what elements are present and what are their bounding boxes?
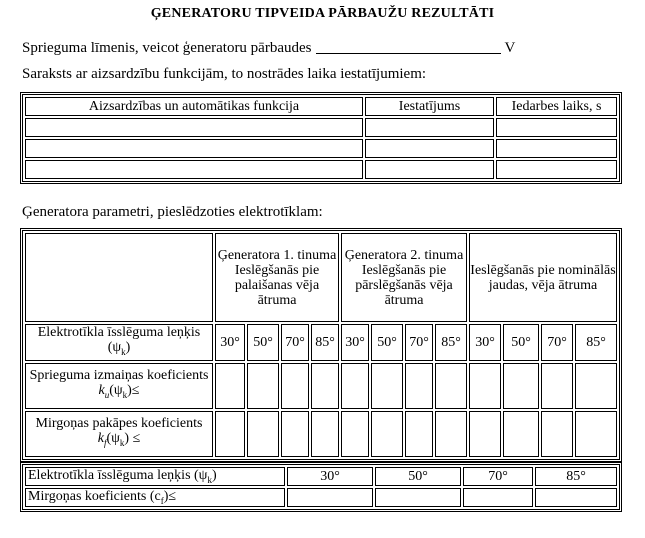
value-cell[interactable] [435,363,467,409]
protection-cell[interactable] [496,160,617,179]
flicker-coefficient-table [20,462,622,512]
protection-cell[interactable] [496,139,617,158]
angle-cell: 70° [281,324,309,361]
flicker-step-row [25,411,617,457]
angle-cell: 85° [575,324,617,361]
protection-header-setting: Iestatījums [365,97,494,116]
value-cell[interactable] [405,411,433,457]
value-cell[interactable] [215,411,245,457]
value-cell[interactable] [503,411,539,457]
value-cell[interactable] [215,363,245,409]
voltage-line [22,40,515,57]
angle-cell: 50° [375,467,461,486]
protection-cell[interactable] [25,118,363,137]
protection-cell[interactable] [365,118,494,137]
table-row [25,139,617,158]
voltage-change-row [25,363,617,409]
value-cell[interactable] [247,411,279,457]
value-cell[interactable] [541,411,573,457]
generator-table [20,228,622,462]
angle-cell: 70° [541,324,573,361]
value-cell[interactable] [371,411,403,457]
protection-cell[interactable] [365,160,494,179]
value-cell[interactable] [311,363,339,409]
angle-cell: 85° [311,324,339,361]
value-cell[interactable] [469,411,501,457]
value-cell[interactable] [341,411,369,457]
bottom-angle-label: Elektrotīkla īsslēguma leņķis $(\psi_k)$ [25,467,285,486]
protection-header-time: Iedarbes laiks, s [496,97,617,116]
angle-cell: 85° [535,467,617,486]
table-row [25,118,617,137]
angle-cell: 50° [371,324,403,361]
value-cell[interactable] [503,363,539,409]
table-row [25,160,617,179]
angle-cell: 30° [215,324,245,361]
value-cell[interactable] [247,363,279,409]
protection-cell[interactable] [25,139,363,158]
angle-cell: 30° [287,467,373,486]
value-cell[interactable] [575,363,617,409]
group-winding-2: Ģeneratora 2. tinuma Ieslēgšanās pie pārslēgšanās vēja ātruma [341,233,467,322]
value-cell[interactable] [435,411,467,457]
value-cell[interactable] [371,363,403,409]
protection-header-function: Aizsardzības un automātikas funkcija [25,97,363,116]
angle-cell: 50° [503,324,539,361]
voltage-change-label: Sprieguma izmaiņas koeficients $k_u(\psi_k)\le$ [25,363,213,409]
protection-cell[interactable] [25,160,363,179]
value-cell[interactable] [375,488,461,507]
group-nominal-power: Ieslēgšanās pie nominālās jaudas, vēja ātruma [469,233,617,322]
page-title: ĢENERATORU TIPVEIDA PĀRBAUŽU REZULTĀTI [150,6,495,21]
value-cell[interactable] [405,363,433,409]
angle-cell: 50° [247,324,279,361]
bottom-flicker-row [25,488,617,507]
bottom-flicker-label: Mirgoņas koeficients $(c_f)\le$ [25,488,285,507]
protection-header-row [25,97,617,116]
protection-intro: Saraksts ar aizsardzību funkcijām, to nostrādes laika iestatījumiem: [22,66,427,82]
generator-corner-cell [25,233,213,322]
angle-cell: 70° [405,324,433,361]
angle-cell: 30° [469,324,501,361]
value-cell[interactable] [281,411,309,457]
protection-cell[interactable] [365,139,494,158]
value-cell[interactable] [535,488,617,507]
voltage-blank[interactable] [316,40,501,54]
angle-cell: 70° [463,467,533,486]
value-cell[interactable] [469,363,501,409]
voltage-unit: V [504,40,516,56]
angle-row-label: Elektrotīkla īsslēguma leņķis $(\psi_k)$ [25,324,213,361]
generator-intro: Ģeneratora parametri, pieslēdzoties elektrotīklam: [22,204,323,220]
value-cell[interactable] [575,411,617,457]
value-cell[interactable] [463,488,533,507]
protection-table [20,92,622,184]
voltage-label: Sprieguma līmenis, veicot ģeneratoru pārbaudes [22,40,312,56]
value-cell[interactable] [311,411,339,457]
angle-cell: 30° [341,324,369,361]
value-cell[interactable] [281,363,309,409]
angle-row [25,324,617,361]
angle-cell: 85° [435,324,467,361]
flicker-step-label: Mirgoņas pakāpes koeficients $k_f(\psi_k)$ ≤ [25,411,213,457]
bottom-angle-row [25,467,617,486]
value-cell[interactable] [287,488,373,507]
group-winding-1: Ģeneratora 1. tinuma Ieslēgšanās pie palaišanas vēja ātruma [215,233,339,322]
generator-group-row [25,233,617,322]
value-cell[interactable] [541,363,573,409]
value-cell[interactable] [341,363,369,409]
protection-cell[interactable] [496,118,617,137]
